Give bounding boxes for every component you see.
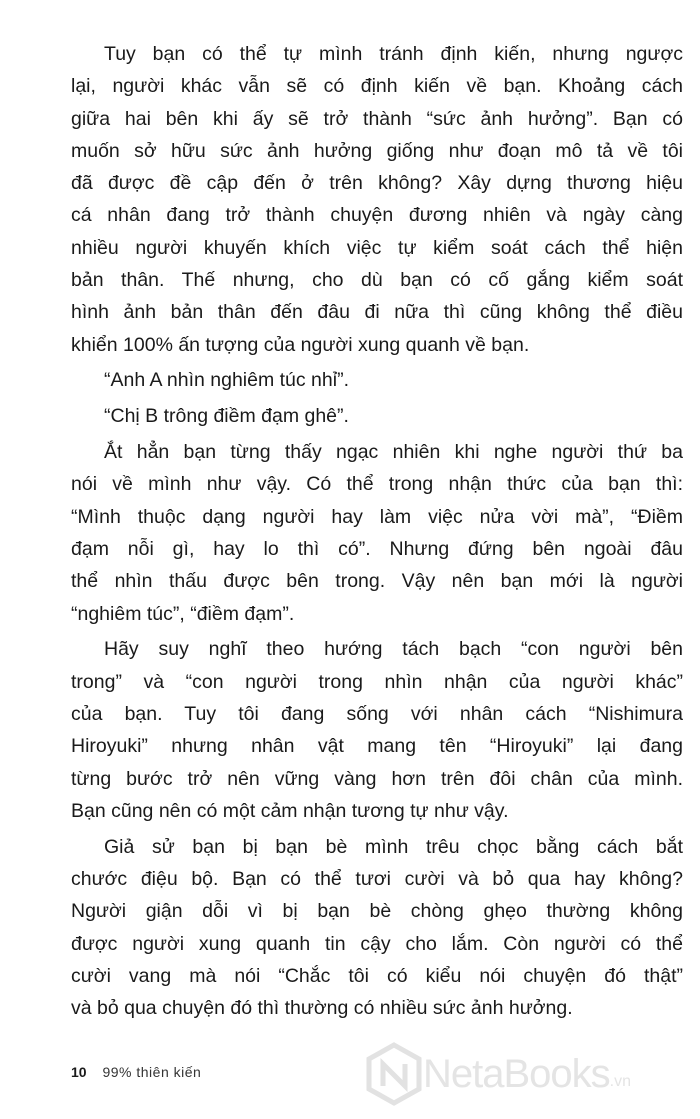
text-line: “nghiêm túc”, “điềm đạm”. <box>71 602 295 625</box>
netabooks-logo-icon <box>365 1042 423 1106</box>
text-line: Hãy suy nghĩ theo hướng tách bạch “con người bên <box>104 638 683 661</box>
paragraph <box>71 38 683 361</box>
text-line: thể nhìn thấu được bên trong. Vậy nên bạn mới là người <box>71 570 683 593</box>
text-line: Giả sử bạn bị bạn bè mình trêu chọc bằng cách bắt <box>104 835 683 858</box>
text-line: Hiroyuki” nhưng nhân vật mang tên “Hiroyuki” lại đang <box>71 735 683 758</box>
text-line: và bỏ qua chuyện đó thì thường có nhiều sức ảnh hưởng. <box>71 997 573 1020</box>
text-line: khiển 100% ấn tượng của người xung quanh về bạn. <box>71 333 530 356</box>
text-line: nói về mình như vậy. Có thể trong nhận thức của bạn thì: <box>71 473 683 496</box>
text-line: “Chị B trông điềm đạm ghê”. <box>104 405 349 428</box>
running-title: 99% thiên kiến <box>102 1064 202 1080</box>
watermark-text: NetaBooks <box>423 1051 610 1096</box>
text-line: giữa hai bên khi ấy sẽ trở thành “sức ảnh hưởng”. Bạn có <box>71 107 683 130</box>
text-line: Ắt hẳn bạn từng thấy ngạc nhiên khi nghe người thứ ba <box>104 441 683 464</box>
page-number: 10 <box>71 1064 87 1080</box>
paragraph <box>71 400 683 432</box>
text-line: đã được đề cập đến ở trên không? Xây dựng thương hiệu <box>71 172 683 195</box>
text-line: từng bước trở nên vững vàng hơn trên đôi chân của mình. <box>71 767 683 790</box>
text-line: được người xung quanh tin cậy cho lắm. Còn người có thể <box>71 932 683 955</box>
text-line: cười vang mà nói “Chắc tôi có kiểu nói chuyện đó thật” <box>71 964 683 987</box>
text-line: chước điệu bộ. Bạn có thể tươi cười và bỏ qua hay không? <box>71 867 683 890</box>
paragraph <box>71 436 683 630</box>
text-line: trong” và “con người trong nhìn nhận của người khác” <box>71 670 683 693</box>
paragraph <box>71 831 683 1025</box>
text-line: muốn sở hữu sức ảnh hưởng giống như đoạn mô tả về tôi <box>71 139 683 162</box>
watermark <box>365 1042 631 1106</box>
text-line: “Mình thuộc dạng người hay làm việc nửa vời mà”, “Điềm <box>71 505 683 528</box>
text-line: của bạn. Tuy tôi đang sống với nhân cách “Nishimura <box>71 702 683 725</box>
paragraph <box>71 633 683 827</box>
text-line: lại, người khác vẫn sẽ có định kiến về bạn. Khoảng cách <box>71 75 683 98</box>
text-line: “Anh A nhìn nghiêm túc nhỉ”. <box>104 369 349 392</box>
watermark-suffix: .vn <box>609 1073 632 1090</box>
text-line: đạm nỗi gì, hay lo thì có”. Nhưng đứng bên ngoài đâu <box>71 537 683 560</box>
text-line: cá nhân đang trở thành chuyện đương nhiên và ngày càng <box>71 204 683 227</box>
text-line: hình ảnh bản thân đến đâu đi nữa thì cũng không thể điều <box>71 301 683 324</box>
text-line: Người giận dỗi vì bị bạn bè chòng ghẹo thường không <box>71 900 683 923</box>
paragraph <box>71 364 683 396</box>
text-line: bản thân. Thế nhưng, cho dù bạn có cố gắng kiểm soát <box>71 269 683 292</box>
text-line: nhiều người khuyến khích việc tự kiểm soát cách thể hiện <box>71 236 683 259</box>
text-line: Tuy bạn có thể tự mình tránh định kiến, nhưng ngược <box>104 43 683 65</box>
page-footer <box>71 1064 201 1080</box>
book-body-text <box>71 38 683 1024</box>
text-line: Bạn cũng nên có một cảm nhận tương tự như vậy. <box>71 799 509 822</box>
